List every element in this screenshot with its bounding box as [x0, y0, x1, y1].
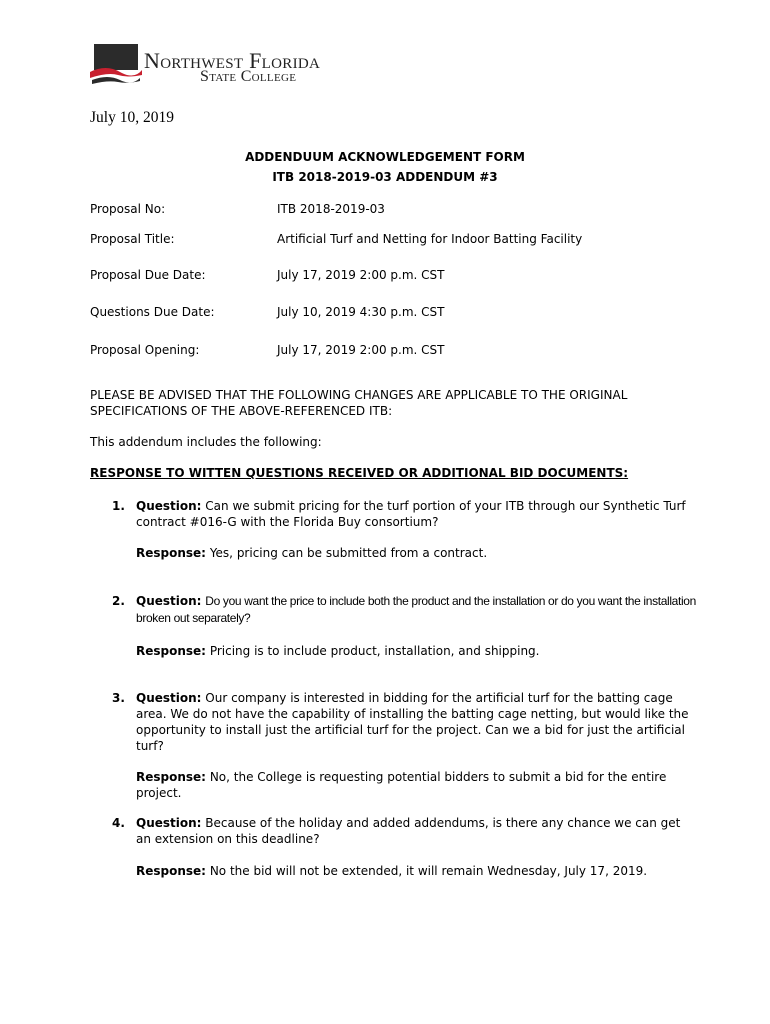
question-4 [136, 815, 696, 847]
section-heading: RESPONSE TO WITTEN QUESTIONS RECEIVED OR ADDITIONAL BID DOCUMENTS: [90, 466, 629, 480]
question-label: Question: [136, 594, 202, 608]
question-text: Do you want the price to include both the product and the installation or do you want the installation broken out separately? [136, 594, 696, 625]
letter-date: July 10, 2019 [90, 109, 174, 126]
response-text: No, the College is requesting potential bidders to submit a bid for the entire project. [136, 770, 667, 800]
notice-paragraph: PLEASE BE ADVISED THAT THE FOLLOWING CHANGES ARE APPLICABLE TO THE ORIGINAL SPECIFICATIONS OF THE ABOVE-REFERENCED ITB: [90, 388, 628, 418]
response-3 [136, 769, 696, 801]
form-title: ADDENDUUM ACKNOWLEDGEMENT FORM [245, 150, 525, 164]
field-value-opening: July 17, 2019 2:00 p.m. CST [277, 343, 445, 357]
question-2 [136, 593, 696, 627]
response-label: Response: [136, 644, 206, 658]
question-text: Can we submit pricing for the turf portion of your ITB through our Synthetic Turf contract #016-G with the Florida Buy consortium? [136, 499, 686, 529]
question-text: Our company is interested in bidding for the artificial turf for the batting cage area. We do not have the capability of installing the batting cage netting, but would like the opportunity to install just the artificial turf for the project. Can we a bid for just the artificial turf? [136, 691, 689, 753]
item-number: 2. [112, 594, 125, 608]
response-label: Response: [136, 770, 206, 784]
item-number: 3. [112, 691, 125, 705]
question-label: Question: [136, 691, 202, 705]
question-label: Question: [136, 499, 202, 513]
response-text: No the bid will not be extended, it will remain Wednesday, July 17, 2019. [209, 864, 648, 878]
field-label-questions-due: Questions Due Date: [90, 305, 215, 319]
field-label-proposal-title: Proposal Title: [90, 232, 175, 246]
response-2 [136, 643, 696, 659]
field-value-questions-due: July 10, 2019 4:30 p.m. CST [277, 305, 445, 319]
response-text: Yes, pricing can be submitted from a contract. [209, 546, 488, 560]
field-label-proposal-no: Proposal No: [90, 202, 166, 216]
form-subtitle: ITB 2018-2019-03 ADDENDUM #3 [272, 170, 498, 184]
field-value-proposal-title: Artificial Turf and Netting for Indoor Batting Facility [277, 232, 583, 246]
field-value-due-date: July 17, 2019 2:00 p.m. CST [277, 268, 445, 282]
question-1 [136, 498, 696, 530]
question-label: Question: [136, 816, 202, 830]
field-value-proposal-no: ITB 2018-2019-03 [277, 202, 385, 216]
response-4 [136, 863, 696, 879]
field-label-opening: Proposal Opening: [90, 343, 200, 357]
item-number: 4. [112, 816, 125, 830]
includes-line: This addendum includes the following: [90, 435, 322, 449]
response-label: Response: [136, 864, 206, 878]
college-logo [88, 42, 388, 92]
logo-text-line1: Northwest Florida [144, 48, 321, 73]
college-logo-icon [88, 42, 144, 88]
response-1 [136, 545, 696, 561]
question-text: Because of the holiday and added addendums, is there any chance we can get an extension on this deadline? [136, 816, 681, 846]
item-number: 1. [112, 499, 125, 513]
question-3 [136, 690, 696, 754]
field-label-due-date: Proposal Due Date: [90, 268, 206, 282]
response-label: Response: [136, 546, 206, 560]
logo-text-line2: State College [200, 68, 297, 85]
response-text: Pricing is to include product, installation, and shipping. [209, 644, 540, 658]
